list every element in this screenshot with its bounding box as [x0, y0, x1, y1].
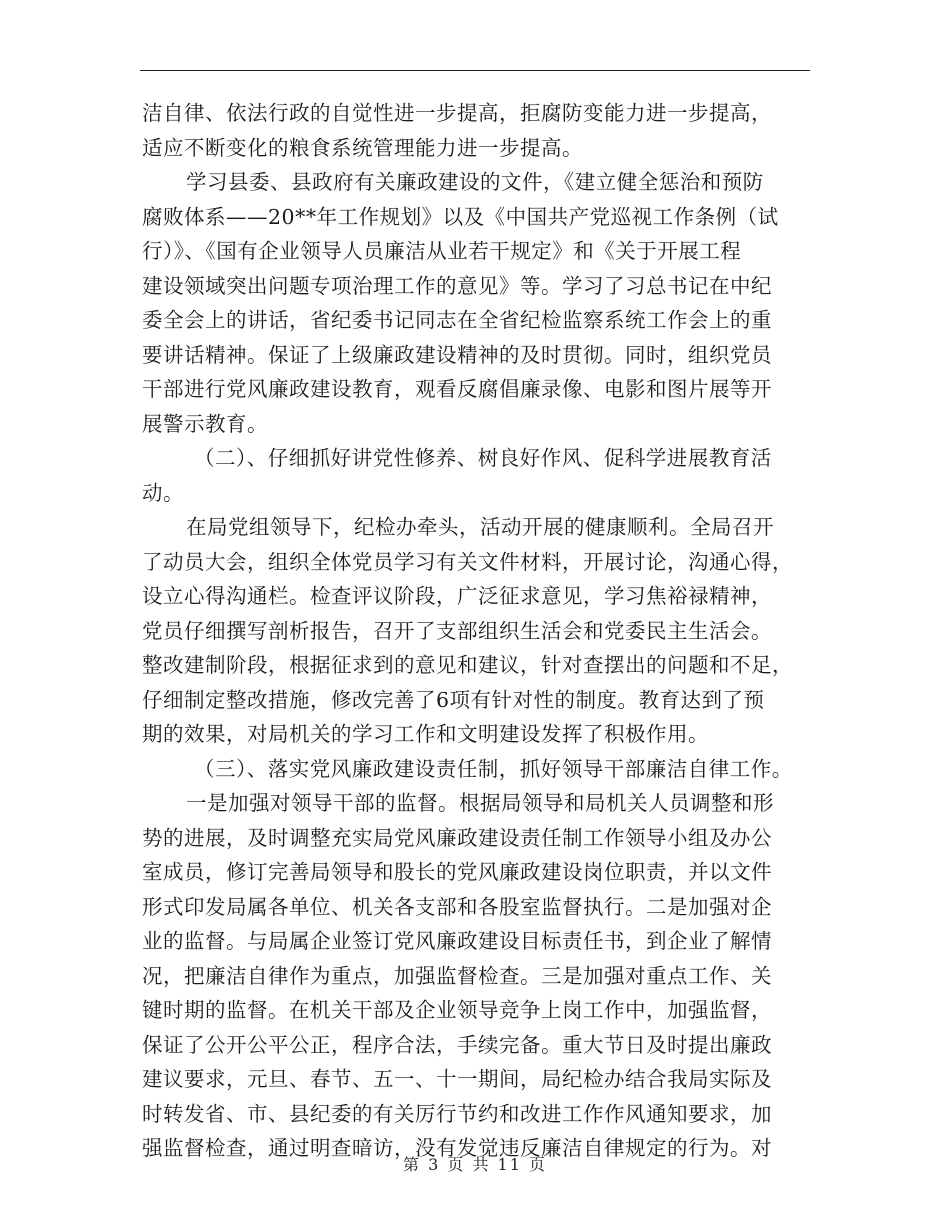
text-line: 腐败体系——20**年工作规划》以及《中国共产党巡视工作条例（试: [142, 204, 779, 229]
text-line: 业的监督。与局属企业签订党风廉政建设目标责任书，到企业了解情: [142, 929, 772, 953]
text-line: 键时期的监督。在机关干部及企业领导竞争上岗工作中，加强监督，: [142, 998, 772, 1022]
text-line: 强监督检查，通过明查暗访，没有发觉违反廉洁自律规定的行为。对: [142, 1136, 772, 1160]
text-line: 保证了公开公平公正，程序合法，手续完备。重大节日及时提出廉政: [142, 1032, 772, 1057]
text-line: 展警示教育。: [142, 411, 268, 436]
text-line: 形式印发局属各单位、机关各支部和各股室监督执行。二是加强对企: [142, 894, 772, 919]
text-line: 要讲话精神。保证了上级廉政建设精神的及时贯彻。同时，组织党员: [142, 342, 772, 367]
text-line: 建设领域突出问题专项治理工作的意见》等。学习了习总书记在中纪: [142, 273, 772, 298]
text-line: 洁自律、依法行政的自觉性进一步提高，拒腐防变能力进一步提高，: [142, 101, 772, 125]
text-line: 期的效果，对局机关的学习工作和文明建设发挥了积极作用。: [142, 722, 709, 746]
paragraph-start-line: 一是加强对领导干部的监督。根据局领导和局机关人员调整和形: [186, 791, 774, 815]
text-line: 动。: [142, 480, 184, 505]
section-heading-line: （三）、落实党风廉政建设责任制，抓好领导干部廉洁自律工作。: [194, 756, 793, 781]
text-line: 委全会上的讲话，省纪委书记同志在全省纪检监察系统工作会上的重: [142, 308, 772, 332]
text-line: 室成员，修订完善局领导和股长的党风廉政建设岗位职责，并以文件: [142, 860, 772, 884]
text-line: 势的进展，及时调整充实局党风廉政建设责任制工作领导小组及办公: [142, 825, 772, 850]
paragraph-start-line: 学习县委、县政府有关廉政建设的文件，《建立健全惩治和预防: [186, 170, 764, 194]
text-line: 建议要求，元旦、春节、五一、十一期间，局纪检办结合我局实际及: [142, 1067, 772, 1091]
header-rule: [140, 70, 810, 71]
text-line: 党员仔细撰写剖析报告，召开了支部组织生活会和党委民主生活会。: [142, 618, 772, 643]
text-line: 了动员大会，组织全体党员学习有关文件材料，开展讨论，沟通心得，: [142, 549, 793, 574]
text-line: 干部进行党风廉政建设教育，观看反腐倡廉录像、电影和图片展等开: [142, 377, 772, 401]
text-line: 设立心得沟通栏。检查评议阶段，广泛征求意见，学习焦裕禄精神，: [142, 584, 772, 608]
text-line: 适应不断变化的粮食系统管理能力进一步提高。: [142, 135, 583, 160]
text-line: 仔细制定整改措施，修改完善了6项有针对性的制度。教育达到了预: [142, 687, 765, 712]
text-line: 时转发省、市、县纪委的有关厉行节约和改进工作作风通知要求，加: [142, 1101, 772, 1126]
section-heading-line: （二）、仔细抓好讲党性修养、树良好作风、促科学进展教育活: [194, 446, 772, 470]
document-body: [142, 96, 810, 1166]
text-line: 况，把廉洁自律作为重点，加强监督检查。三是加强对重点工作、关: [142, 963, 772, 988]
text-line: 整改建制阶段，根据征求到的意见和建议，针对查摆出的问题和不足，: [142, 653, 793, 677]
paragraph-start-line: 在局党组领导下，纪检办牵头，活动开展的健康顺利。全局召开: [186, 515, 774, 539]
text-line: 行）》、《国有企业领导人员廉洁从业若干规定》和《关于开展工程: [142, 239, 742, 263]
page-number-footer: 第 3 页 共 11 页: [403, 1155, 547, 1174]
